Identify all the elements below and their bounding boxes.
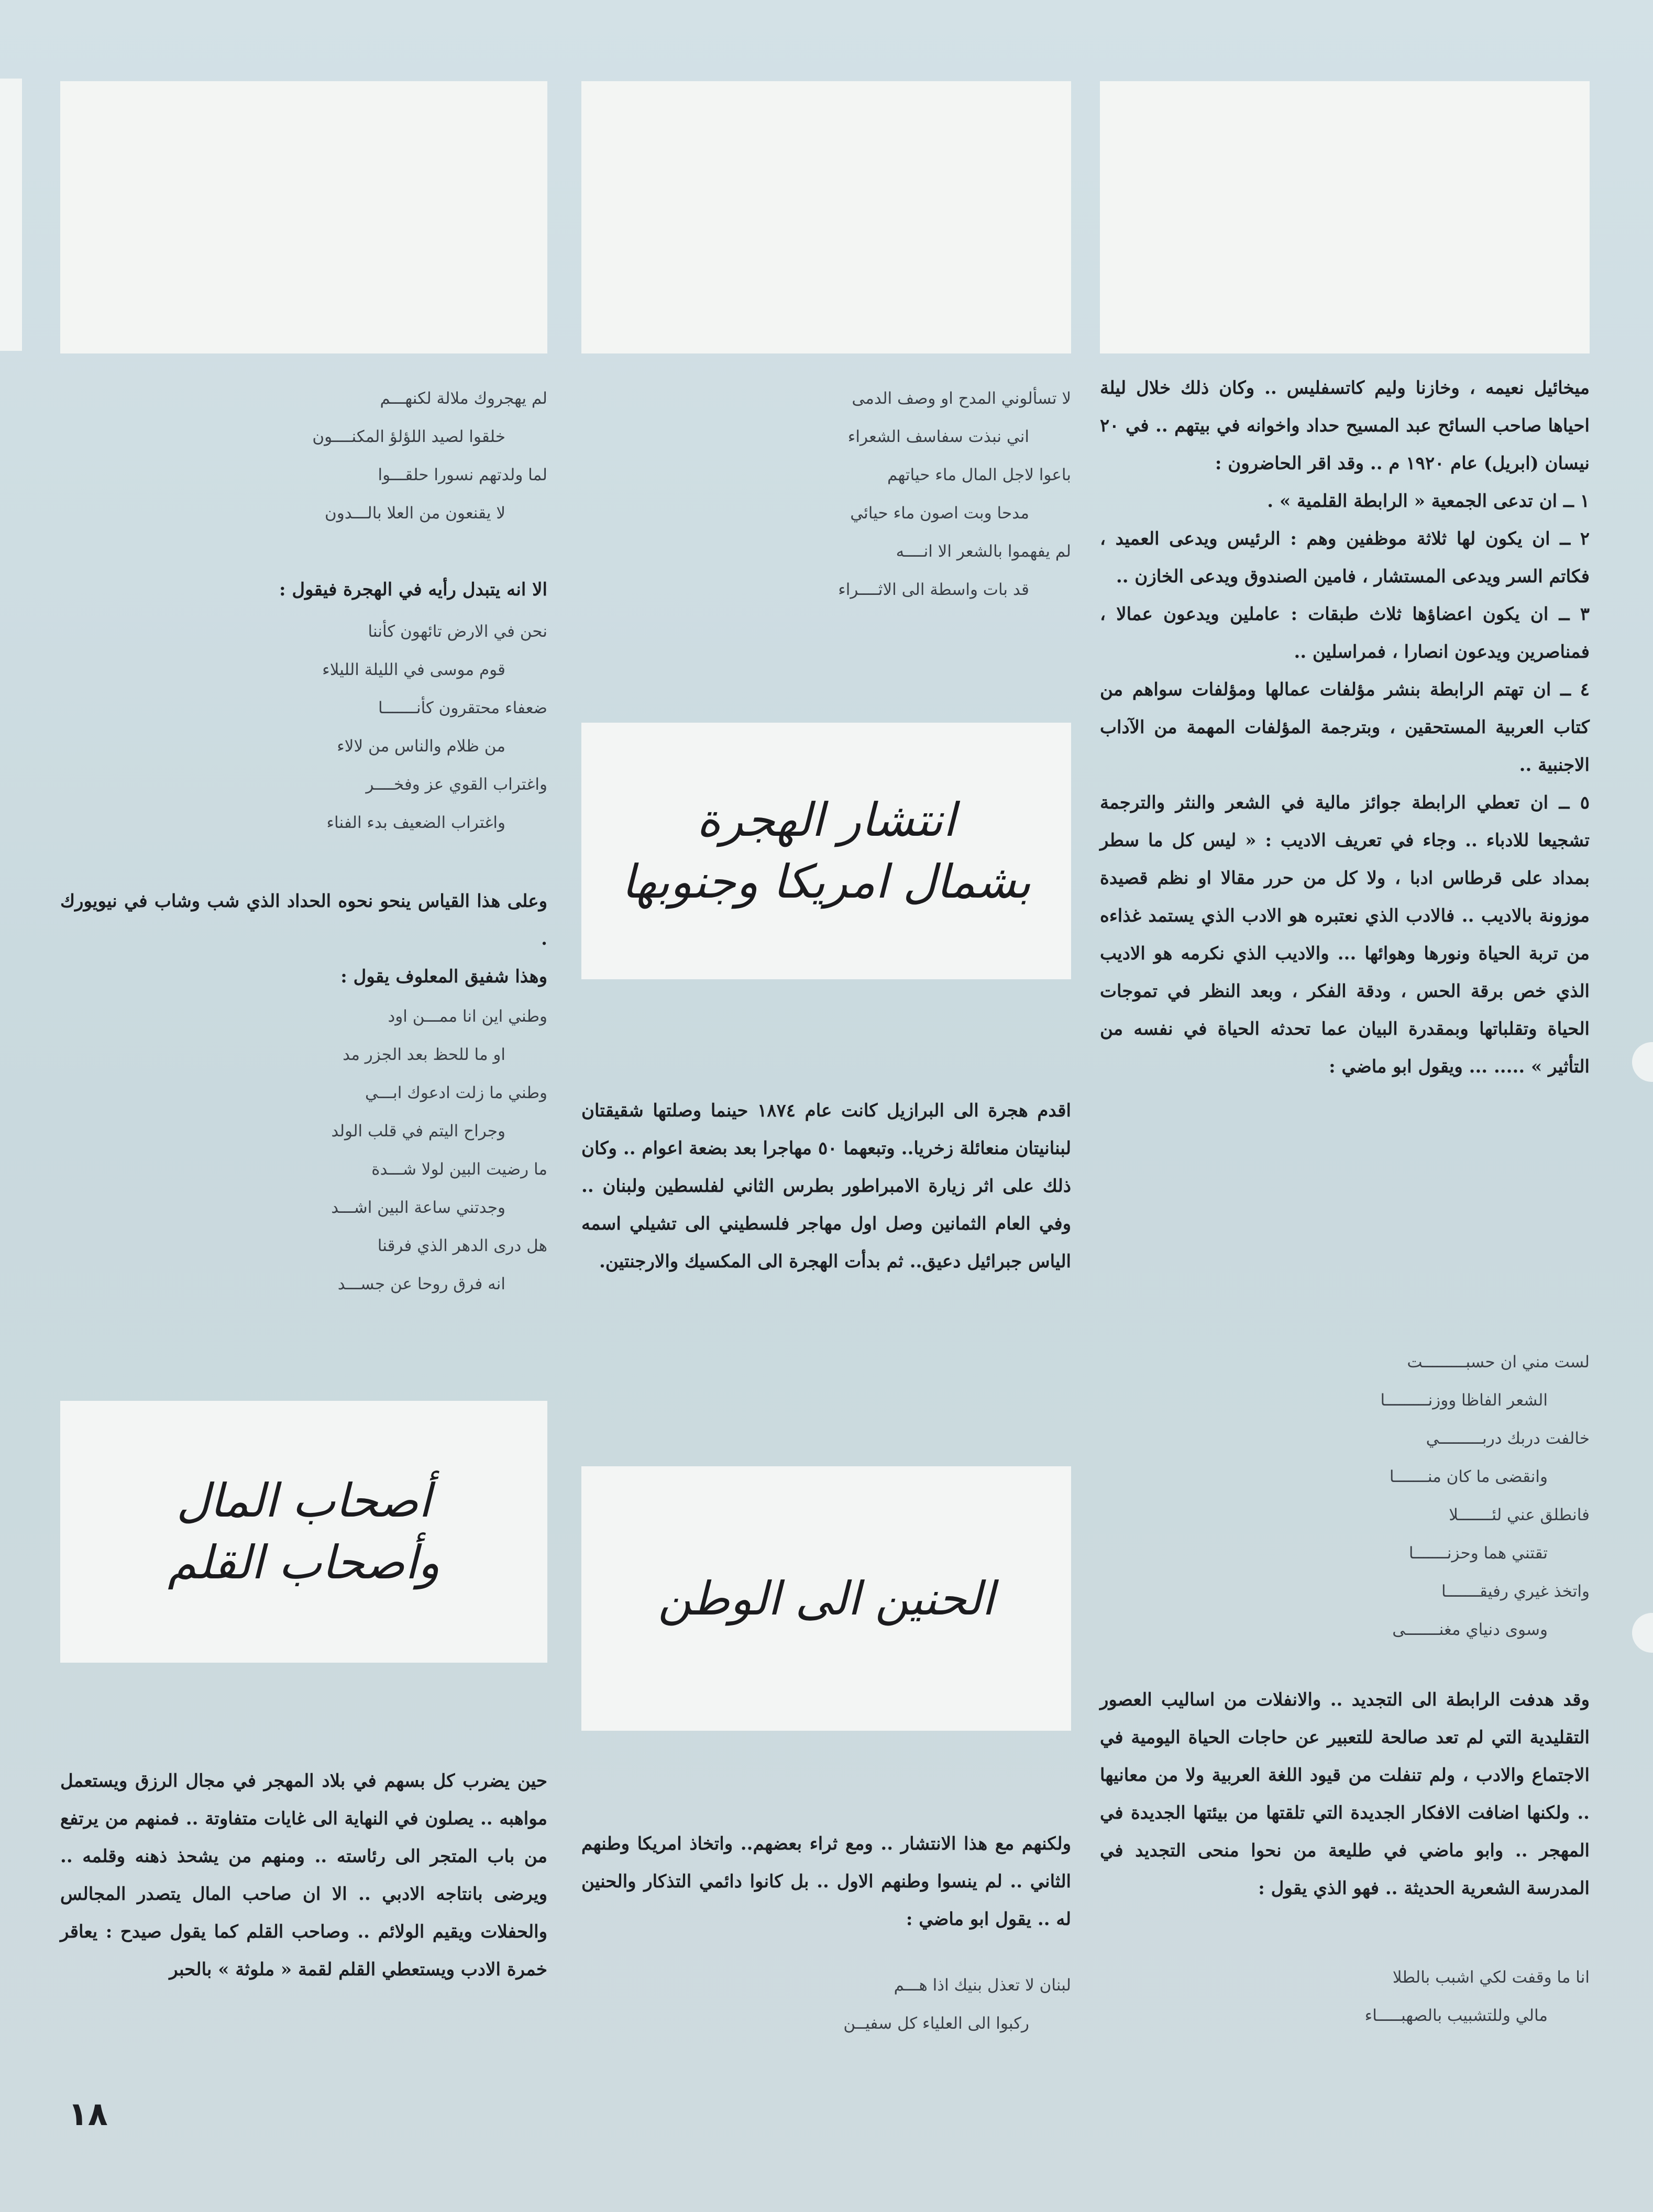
verse-line: ما رضيت البين لولا شـــدة bbox=[371, 1160, 547, 1179]
photo-left bbox=[60, 81, 547, 353]
left-column-poem-3 bbox=[60, 998, 547, 1303]
verse-line: وجدتني ساعة البين اشـــد bbox=[331, 1198, 505, 1217]
verse-line: وطني اين انا ممـــن اود bbox=[388, 1007, 547, 1026]
page-edge bbox=[0, 79, 22, 351]
heading-line: وأصحاب القلم bbox=[168, 1535, 440, 1589]
middle-column-prose-2 bbox=[581, 1825, 1071, 1938]
left-column-poem-1 bbox=[60, 380, 547, 533]
verse-line: فانطلق عني لئـــــــلا bbox=[1449, 1506, 1590, 1524]
verse-line: وانقضى ما كان منـــــــا bbox=[1389, 1467, 1548, 1486]
paragraph: اقدم هجرة الى البرازيل كانت عام ١٨٧٤ حينما وصلتها شقيقتان لبنانيتان منعائلة زخريا.. وتبعهما ٥٠ مهاجرا بعد بضعة اعوام .. وكان ذلك على اثر زيارة الامبراطور بطرس الثاني لفلسطين ولبنان .. وفي العام الثمانين وصل اول مهاجر فلسطيني الى تشيلي اسمه الياس جبرائيل دعيق.. ثم بدأت الهجرة الى المكسيك والارجنتين. bbox=[581, 1100, 1071, 1272]
right-column-prose-1 bbox=[1100, 369, 1590, 1086]
verse-line: واتخذ غيري رفيقـــــــا bbox=[1441, 1582, 1590, 1601]
verse-line: مالي وللتشبيب بالصهبـــــاء bbox=[1364, 2006, 1548, 2025]
paragraph: ميخائيل نعيمه ، وخازنا وليم كاتسفليس .. وكان ذلك خلال ليلة احياها صاحب السائح عبد المسيح حداد واخوانه في بيتهم .. في ٢٠ نيسان (ابريل) عام ١٩٢٠ م .. وقد اقر الحاضرون : bbox=[1100, 378, 1590, 474]
middle-column-poem-1 bbox=[581, 380, 1071, 609]
list-item: ٤ ــ ان تهتم الرابطة بنشر مؤلفات عمالها ومؤلفات سواهم من كتاب العربية المستحقين ، وبترجمة المؤلفات المهمة من الآداب الاجنبية .. bbox=[1100, 679, 1590, 776]
verse-line: واغتراب الضعيف بدء الفناء bbox=[326, 813, 505, 832]
list-item: ١ ــ ان تدعى الجمعية « الرابطة القلمية » . bbox=[1267, 491, 1590, 512]
paragraph: وقد هدفت الرابطة الى التجديد .. والانفلات من اساليب العصور التقليدية التي لم تعد صالحة للتعبير عن حاجات الحياة اليومية في الاجتماع والادب ، ولم تنفلت من قيود اللغة العربية ولا من معانيها .. ولكنها اضافت الافكار الجديدة التي تلقتها من بيئتها الجديدة في المهجر .. وابو ماضي في طليعة من نحوا منحى التجديد في المدرسة الشعرية الحديثة .. فهو الذي يقول : bbox=[1100, 1689, 1590, 1899]
section-heading bbox=[168, 1470, 440, 1594]
middle-column-prose-1 bbox=[581, 1092, 1071, 1280]
verse-line: قد بات واسطة الى الاثــــراء bbox=[838, 580, 1029, 599]
heading-line: أصحاب المال bbox=[176, 1474, 432, 1528]
photo-right bbox=[1100, 81, 1590, 353]
verse-line: او ما للحظ بعد الجزر مد bbox=[343, 1045, 505, 1064]
verse-line: لست مني ان حسبـــــــــت bbox=[1407, 1353, 1590, 1372]
verse-line: لا يقنعون من العلا بالـــدون bbox=[325, 504, 505, 523]
left-column-prose-1 bbox=[60, 882, 547, 996]
verse-line: باعوا لاجل المال ماء حياتهم bbox=[887, 466, 1071, 484]
heading-line: بشمال امريكا وجنوبها bbox=[621, 855, 1031, 909]
section-heading-box bbox=[581, 1466, 1071, 1731]
verse-line: ركبوا الى العلياء كل سفيــن bbox=[843, 2014, 1029, 2033]
verse-line: الشعر الفاظا ووزنـــــــــا bbox=[1380, 1391, 1548, 1410]
paragraph: حين يضرب كل بسهم في بلاد المهجر في مجال الرزق ويستعمل مواهبه .. يصلون في النهاية الى غايات متفاوتة .. فمنهم من يرتفع من باب المتجر الى رئاسته .. ومنهم من يشحذ ذهنه وقلمه .. ويرضى بانتاجه الادبي .. الا ان صاحب المال يتصدر المجالس والحفلات ويقيم الولائم .. وصاحب القلم كما يقول صيدح : يعاقر خمرة الادب ويستعطي القلم لقمة « ملوثة » بالحبر bbox=[60, 1771, 547, 1980]
page-number: ١٨ bbox=[68, 2095, 108, 2133]
binder-hole bbox=[1632, 1042, 1653, 1082]
verse-line: واغتراب القوي عز وفخــــر bbox=[366, 775, 547, 794]
right-column-poem-1 bbox=[1100, 1343, 1590, 1649]
verse-line: مدحا وبت اصون ماء حيائي bbox=[850, 504, 1029, 523]
paragraph: وعلى هذا القياس ينحو نحوه الحداد الذي شب وشاب في نيويورك . bbox=[60, 891, 547, 949]
section-heading-box bbox=[581, 723, 1071, 979]
verse-line: انه فرق روحا عن جســـد bbox=[337, 1275, 505, 1293]
verse-line: انا ما وقفت لكي اشبب بالطلا bbox=[1392, 1968, 1590, 1987]
verse-line: لم يهجروك ملالة لكنهـــم bbox=[380, 389, 547, 408]
verse-line: خالفت دربك دربـــــــــي bbox=[1426, 1429, 1590, 1448]
list-item: ٢ ــ ان يكون لها ثلاثة موظفين وهم : الرئيس ويدعى العميد ، فكاتم السر ويدعى المستشار ، فامين الصندوق ويدعى الخازن .. bbox=[1100, 528, 1590, 587]
section-heading: الحنين الى الوطن bbox=[658, 1571, 995, 1625]
verse-line: اني نبذت سفاسف الشعراء bbox=[847, 427, 1029, 446]
binder-hole bbox=[1632, 1613, 1653, 1653]
list-item: ٥ ــ ان تعطي الرابطة جوائز مالية في الشعر والنثر والترجمة تشجيعا للادباء .. وجاء في تعريف الاديب : « ليس كل ما سطر بمداد على قرطاس ادبا ، ولا كل من حرر مقالا او نظم قصيدة موزونة بالاديب .. فالادب الذي نعتبره هو الادب الذي يستمد غذاءه من تربة الحياة ونورها وهوائها ... والاديب الذي نكرمه هو الاديب الذي خص برقة الحس ، ودقة الفكر ، وبعد النظر في تموجات الحياة وتقلباتها وبمقدرة البيان عما تحدثه الحياة في نفسه من التأثير » ..... ... ويقول ابو ماضي : bbox=[1100, 792, 1590, 1077]
verse-line: لبنان لا تعذل بنيك اذا هـــم bbox=[894, 1976, 1071, 1995]
right-column-prose-2 bbox=[1100, 1681, 1590, 1907]
section-heading-box bbox=[60, 1401, 547, 1663]
lead-line: الا انه يتبدل رأيه في الهجرة فيقول : bbox=[279, 579, 547, 600]
right-column-poem-2 bbox=[1100, 1959, 1590, 2035]
left-column-lead-1 bbox=[60, 571, 547, 609]
paragraph: ولكنهم مع هذا الانتشار .. ومع ثراء بعضهم.. واتخاذ امريكا وطنهم الثاني .. لم ينسوا وطنهم الاول .. بل كانوا دائمي التذكار والحنين له .. يقول ابو ماضي : bbox=[581, 1833, 1071, 1930]
verse-line: ضعفاء محتقرون كأنـــــــا bbox=[378, 699, 547, 717]
left-column-poem-2 bbox=[60, 613, 547, 842]
photo-middle bbox=[581, 81, 1071, 353]
heading-line: انتشار الهجرة bbox=[697, 793, 956, 847]
verse-line: لم يفهموا بالشعر الا انــــه bbox=[896, 542, 1071, 561]
verse-line: لما ولدتهم نسورا حلقـــوا bbox=[378, 466, 547, 484]
verse-line: نحن في الارض تائهون كأننا bbox=[368, 622, 547, 641]
list-item: ٣ ــ ان يكون اعضاؤها ثلاث طبقات : عاملين ويدعون عمالا ، فمناصرين ويدعون انصارا ، فمراسلين .. bbox=[1100, 604, 1590, 662]
verse-line: تقتني هما وحزنـــــــا bbox=[1408, 1544, 1548, 1563]
verse-line: هل درى الدهر الذي فرقنا bbox=[377, 1236, 547, 1255]
middle-column-poem-2 bbox=[581, 1966, 1071, 2043]
left-column-prose-2 bbox=[60, 1762, 547, 1988]
verse-line: لا تسألوني المدح او وصف الدمى bbox=[852, 389, 1071, 408]
section-heading bbox=[622, 789, 1031, 913]
verse-line: وسوى دنياي مغنـــــــى bbox=[1392, 1620, 1548, 1639]
verse-line: قوم موسى في الليلة الليلاء bbox=[322, 660, 505, 679]
verse-line: وطني ما زلت ادعوك ابـــي bbox=[365, 1083, 547, 1102]
verse-line: خلقوا لصيد اللؤلؤ المكنــــون bbox=[312, 427, 505, 446]
verse-line: من ظلام والناس من لالاء bbox=[337, 737, 505, 756]
paragraph: وهذا شفيق المعلوف يقول : bbox=[340, 966, 547, 987]
verse-line: وجراح اليتم في قلب الولد bbox=[331, 1122, 505, 1141]
